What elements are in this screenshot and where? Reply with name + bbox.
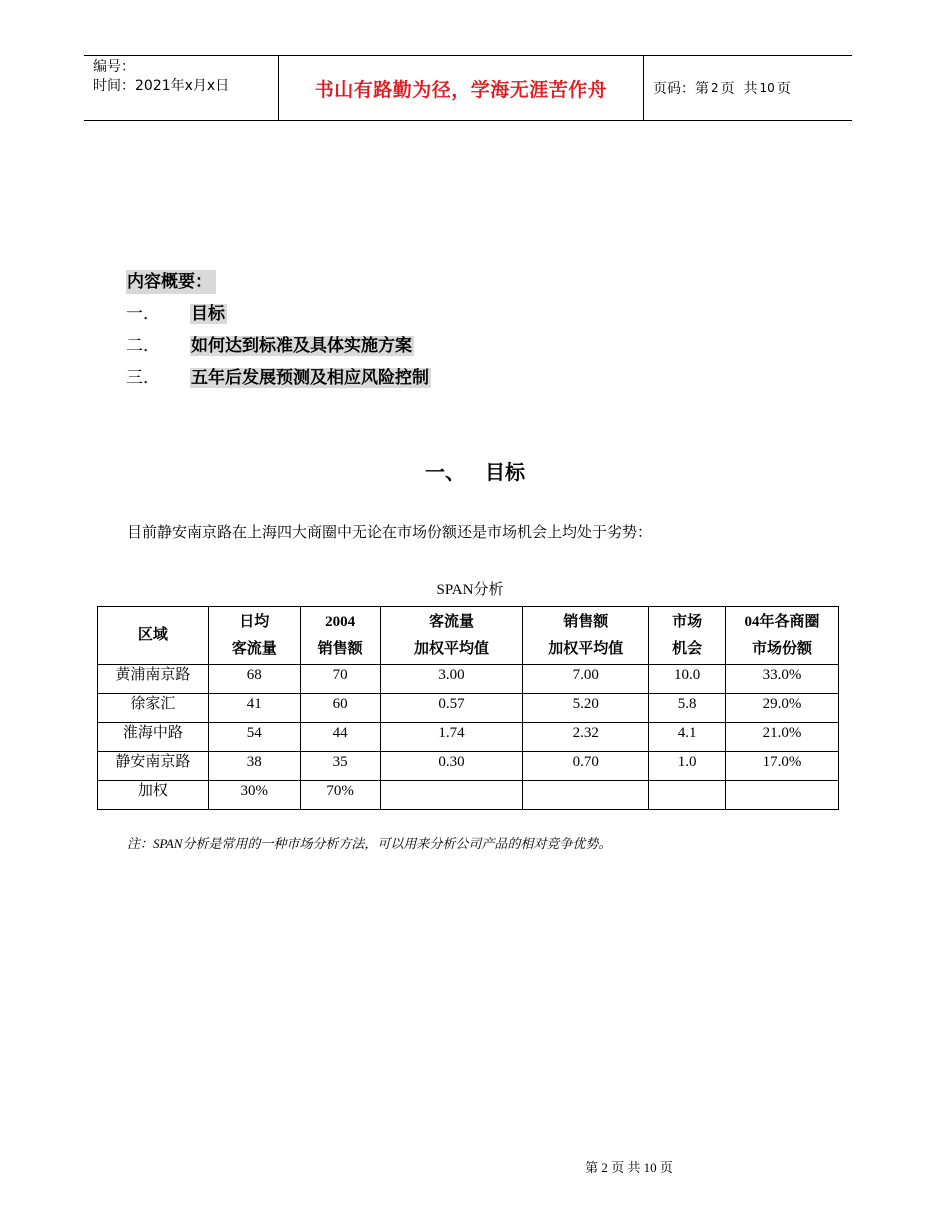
page-current: 2 bbox=[711, 81, 719, 95]
header-meta bbox=[84, 56, 279, 120]
document-header bbox=[84, 55, 852, 121]
table-cell: 1.0 bbox=[649, 752, 726, 781]
header-line: 销售额 bbox=[563, 613, 609, 630]
overview-title: 内容概要： bbox=[126, 270, 216, 294]
header-line: 加权平均值 bbox=[548, 640, 624, 657]
overview-item-text: 目标 bbox=[191, 304, 225, 324]
header-line: 客流量 bbox=[428, 613, 474, 630]
table-cell: 17.0% bbox=[726, 752, 839, 781]
header-line: 市场份额 bbox=[752, 640, 813, 657]
table-row bbox=[98, 694, 839, 723]
header-line: 2004 bbox=[325, 613, 356, 630]
table-cell: 38 bbox=[208, 752, 300, 781]
overview-item bbox=[126, 302, 227, 326]
overview-item-text: 如何达到标准及具体实施方案 bbox=[191, 336, 412, 356]
table-cell bbox=[726, 781, 839, 810]
table-cell: 4.1 bbox=[649, 723, 726, 752]
table-note: 注：SPAN分析是常用的一种市场分析方法，可以用来分析公司产品的相对竞争优势。 bbox=[127, 836, 612, 851]
table-cell: 7.00 bbox=[523, 665, 649, 694]
header-line: 市场 bbox=[672, 613, 703, 630]
header-motto: 书山有路勤为径，学海无涯苦作舟 bbox=[279, 56, 644, 120]
table-cell: 0.70 bbox=[523, 752, 649, 781]
page-total: 10 bbox=[759, 81, 775, 95]
header-line: 销售额 bbox=[317, 640, 363, 657]
table-cell: 21.0% bbox=[726, 723, 839, 752]
table-cell: 5.20 bbox=[523, 694, 649, 723]
header-cell bbox=[300, 607, 380, 665]
header-line: 机会 bbox=[672, 640, 703, 657]
table-cell: 29.0% bbox=[726, 694, 839, 723]
table-cell: 5.8 bbox=[649, 694, 726, 723]
table-row bbox=[98, 723, 839, 752]
table-row bbox=[98, 781, 839, 810]
overview-item bbox=[126, 366, 431, 390]
table-caption: SPAN分析 bbox=[436, 582, 504, 598]
header-page-number bbox=[644, 56, 852, 120]
overview-item bbox=[126, 334, 414, 358]
overview-item-mark: 二． bbox=[126, 336, 160, 356]
table-cell: 70 bbox=[300, 665, 380, 694]
overview-item-mark: 三． bbox=[126, 368, 160, 388]
region-cell: 黄浦南京路 bbox=[98, 665, 209, 694]
region-cell: 徐家汇 bbox=[98, 694, 209, 723]
table-cell bbox=[380, 781, 523, 810]
header-cell bbox=[726, 607, 839, 665]
table-cell: 30% bbox=[208, 781, 300, 810]
table-cell: 3.00 bbox=[380, 665, 523, 694]
page-mid: 页 共 bbox=[720, 81, 758, 97]
header-line: 04年各商圈 bbox=[744, 613, 820, 630]
table-header-row bbox=[98, 607, 839, 665]
table-cell: 2.32 bbox=[523, 723, 649, 752]
header-line: 客流量 bbox=[231, 640, 277, 657]
time-label: 时间：2021年x月x日 bbox=[93, 78, 230, 94]
overview-item-text: 五年后发展预测及相应风险控制 bbox=[191, 368, 429, 388]
section-title: 目标 bbox=[485, 460, 525, 484]
header-cell bbox=[523, 607, 649, 665]
table-cell: 60 bbox=[300, 694, 380, 723]
table-cell: 33.0% bbox=[726, 665, 839, 694]
table-cell: 68 bbox=[208, 665, 300, 694]
header-cell bbox=[98, 607, 209, 665]
header-cell bbox=[380, 607, 523, 665]
page-prefix: 页码：第 bbox=[653, 81, 709, 97]
table-cell bbox=[649, 781, 726, 810]
table-cell: 44 bbox=[300, 723, 380, 752]
table-cell: 10.0 bbox=[649, 665, 726, 694]
span-analysis-table bbox=[97, 606, 839, 810]
header-line: 区域 bbox=[137, 627, 168, 643]
section-heading bbox=[0, 456, 950, 485]
page-suffix: 页 bbox=[776, 81, 791, 97]
table-row bbox=[98, 665, 839, 694]
region-cell: 淮海中路 bbox=[98, 723, 209, 752]
table-cell bbox=[523, 781, 649, 810]
region-cell: 加权 bbox=[98, 781, 209, 810]
table-cell: 41 bbox=[208, 694, 300, 723]
table-cell: 1.74 bbox=[380, 723, 523, 752]
table-cell: 70% bbox=[300, 781, 380, 810]
header-line: 加权平均值 bbox=[413, 640, 489, 657]
content-overview bbox=[126, 270, 429, 388]
header-cell bbox=[649, 607, 726, 665]
section-number: 一、 bbox=[425, 460, 465, 484]
table-cell: 54 bbox=[208, 723, 300, 752]
region-cell: 静安南京路 bbox=[98, 752, 209, 781]
header-line: 日均 bbox=[239, 613, 270, 630]
overview-item-mark: 一． bbox=[126, 304, 160, 324]
table-cell: 0.57 bbox=[380, 694, 523, 723]
table-cell: 35 bbox=[300, 752, 380, 781]
header-cell bbox=[208, 607, 300, 665]
table-cell: 0.30 bbox=[380, 752, 523, 781]
section-intro: 目前静安南京路在上海四大商圈中无论在市场份额还是市场机会上均处于劣势： bbox=[127, 523, 653, 541]
table-row bbox=[98, 752, 839, 781]
serial-label: 编号： bbox=[93, 59, 135, 75]
page-footer: 第 2 页 共 10 页 bbox=[585, 1160, 673, 1175]
